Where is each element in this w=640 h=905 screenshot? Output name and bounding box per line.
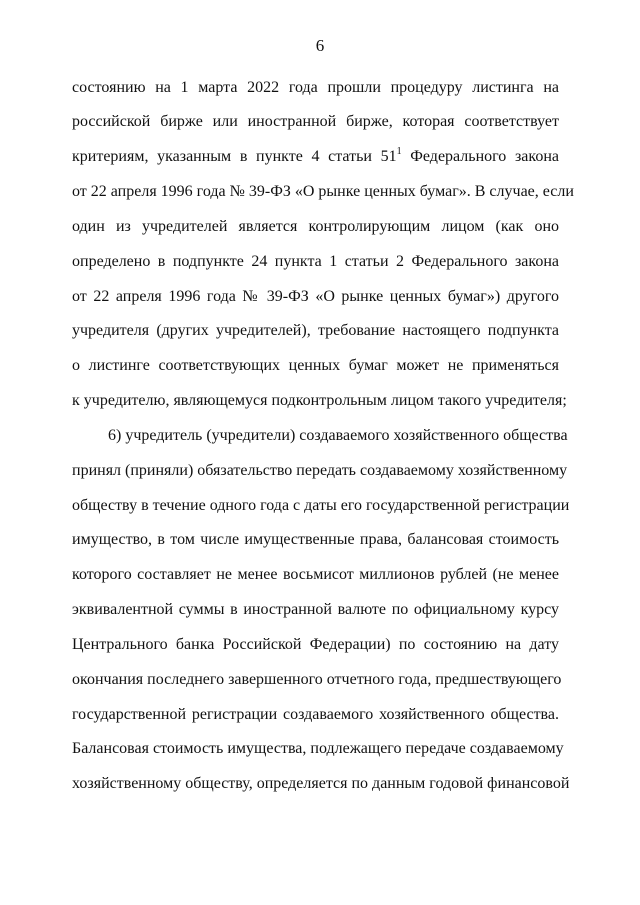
text-segment: критериям, указанным в пункте 4 статьи 51 (72, 148, 397, 165)
page-number: 6 (315, 36, 325, 55)
text-line: состоянию на 1 марта 2022 года прошли процедуру листинга на (72, 79, 559, 96)
footnote-superscript: 1 (396, 146, 402, 157)
text-line: государственной регистрации создаваемого хозяйственного общества. (72, 706, 559, 723)
text-line: имущество, в том числе имущественные права, балансовая стоимость (72, 531, 559, 548)
text-line: которого составляет не менее восьмисот миллионов рублей (не менее (72, 566, 559, 583)
text-segment: Федерального закона (410, 148, 559, 165)
text-line: окончания последнего завершенного отчетного года, предшествующего (72, 671, 562, 688)
text-line: учредителя (других учредителей), требование настоящего подпункта (72, 322, 559, 339)
text-line: Центрального банка Российской Федерации) по состоянию на дату (72, 636, 559, 653)
text-line: от 22 апреля 1996 года № 39-ФЗ «О рынке ценных бумаг») другого (72, 288, 559, 305)
text-line: определено в подпункте 24 пункта 1 статьи 2 Федерального закона (72, 253, 559, 270)
text-line: о листинге соответствующих ценных бумаг может не применяться (72, 357, 559, 374)
text-line: эквивалентной суммы в иностранной валюте по официальному курсу (72, 601, 559, 618)
text-line: от 22 апреля 1996 года № 39-ФЗ «О рынке ценных бумаг». В случае, если (72, 183, 574, 200)
text-line: хозяйственному обществу, определяется по данным годовой финансовой (72, 775, 570, 792)
text-line (72, 147, 559, 167)
paragraph-first-line: 6) учредитель (учредители) создаваемого хозяйственного общества (108, 427, 568, 444)
text-line: обществу в течение одного года с даты его государственной регистрации (72, 497, 570, 514)
text-line: Балансовая стоимость имущества, подлежащего передаче создаваемому (72, 740, 564, 757)
text-line: к учредителю, являющемуся подконтрольным лицом такого учредителя; (72, 392, 567, 409)
text-line: принял (приняли) обязательство передать создаваемому хозяйственному (72, 462, 568, 479)
text-line: один из учредителей является контролирующим лицом (как оно (72, 218, 559, 235)
text-line: российской бирже или иностранной бирже, которая соответствует (72, 113, 559, 130)
